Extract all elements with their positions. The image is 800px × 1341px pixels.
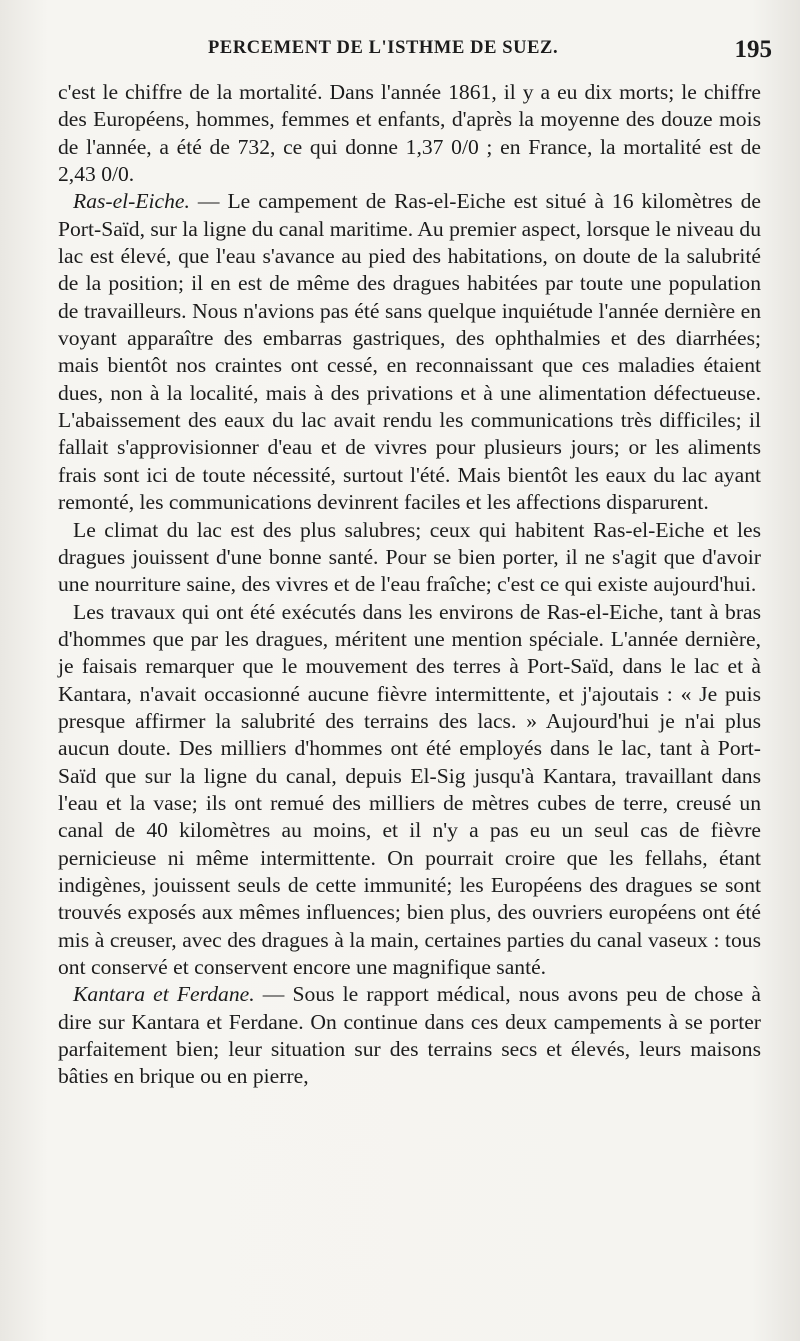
paragraph-climate (58, 517, 761, 599)
paragraph-mortality (58, 79, 761, 188)
page-header (0, 36, 800, 66)
body-text (58, 79, 761, 1091)
paragraph-kantara-ferdane (58, 981, 761, 1090)
paragraph-text: Le climat du lac est des plus salubres; ceux qui habitent Ras-el-Eiche et les dragues jouissent d'une bonne santé. Pour se bien porter, il ne s'agit que d'avoir une nourriture saine, des vivres et de l'eau fraîche; c'est ce qui existe aujourd'hui. (58, 517, 761, 597)
running-title: PERCEMENT DE L'ISTHME DE SUEZ. (208, 38, 559, 58)
section-lead-in: Kantara et Ferdane. (73, 982, 255, 1007)
paragraph-text: Les travaux qui ont été exécutés dans les environs de Ras-el-Eiche, tant à bras d'hommes que par les dragues, méritent une mention spéciale. L'année dernière, je faisais remarquer que le mouvement des terres à Port-Saïd, dans le lac et à Kantara, n'avait occasionné aucune fièvre intermittente, et j'ajoutais : « Je puis presque affirmer la salubrité des terrains des lacs. » Aujourd'hui je n'ai plus aucun doute. Des milliers d'hommes ont été employés dans le lac, tant à Port-Saïd que sur la ligne du canal, depuis El-Sig jusqu'à Kantara, travaillant dans l'eau et la vase; ils ont remué des milliers de mètres cubes de terre, creusé un canal de 40 kilomètres au moins, et il n'y a pas eu un seul cas de fièvre pernicieuse ni même intermittente. On pourrait croire que les fellahs, étant indigènes, jouissent seuls de cette immunité; les Européens des dragues se sont trouvés exposés aux mêmes influences; bien plus, des ouvriers européens ont été mis à creuser, avec des dragues à la main, certaines parties du canal vaseux : tous ont conservé et conservent encore une magnifique santé. (58, 599, 761, 979)
paragraph-text: — Sous le rapport médical, nous avons peu de chose à dire sur Kantara et Ferdane. On continue dans ces deux campements à se porter parfaitement bien; leur situation sur des terrains secs et élevés, leurs maisons bâties en brique ou en pierre, (58, 982, 761, 1089)
paragraph-ras-el-eiche (58, 188, 761, 516)
paragraph-text: — Le campement de Ras-el-Eiche est situé à 16 kilomètres de Port-Saïd, sur la ligne du canal maritime. Au premier aspect, lorsque le niveau du lac est élevé, que l'eau s'avance au pied des habitations, on doute de la salubrité de la position; il en est de même des dragues habitées par toute une population de travailleurs. Nous n'avions pas été sans quelque inquiétude l'année dernière en voyant apparaître des embarras gastriques, des ophthalmies et des diarrhées; mais bientôt nos craintes ont cessé, en reconnaissant que ces maladies étaient dues, non à la localité, mais à des privations et à une alimentation défectueuse. L'abaissement des eaux du lac avait rendu les communications très difficiles; il fallait s'approvisionner d'eau et de vivres pour plusieurs jours; or les aliments frais sont ici de toute nécessité, surtout l'été. Mais bientôt les eaux du lac ayant remonté, les communications devinrent faciles et les affections disparurent. (58, 189, 761, 515)
paragraph-text: c'est le chiffre de la mortalité. Dans l'année 1861, il y a eu dix morts; le chiffre des Européens, hommes, femmes et enfants, d'après la moyenne des douze mois de l'année, a été de 732, ce qui donne 1,37 0/0 ; en France, la mortalité est de 2,43 0/0. (58, 80, 761, 187)
page-number: 195 (734, 36, 772, 63)
paragraph-works (58, 599, 761, 982)
section-lead-in: Ras-el-Eiche. (73, 189, 190, 214)
